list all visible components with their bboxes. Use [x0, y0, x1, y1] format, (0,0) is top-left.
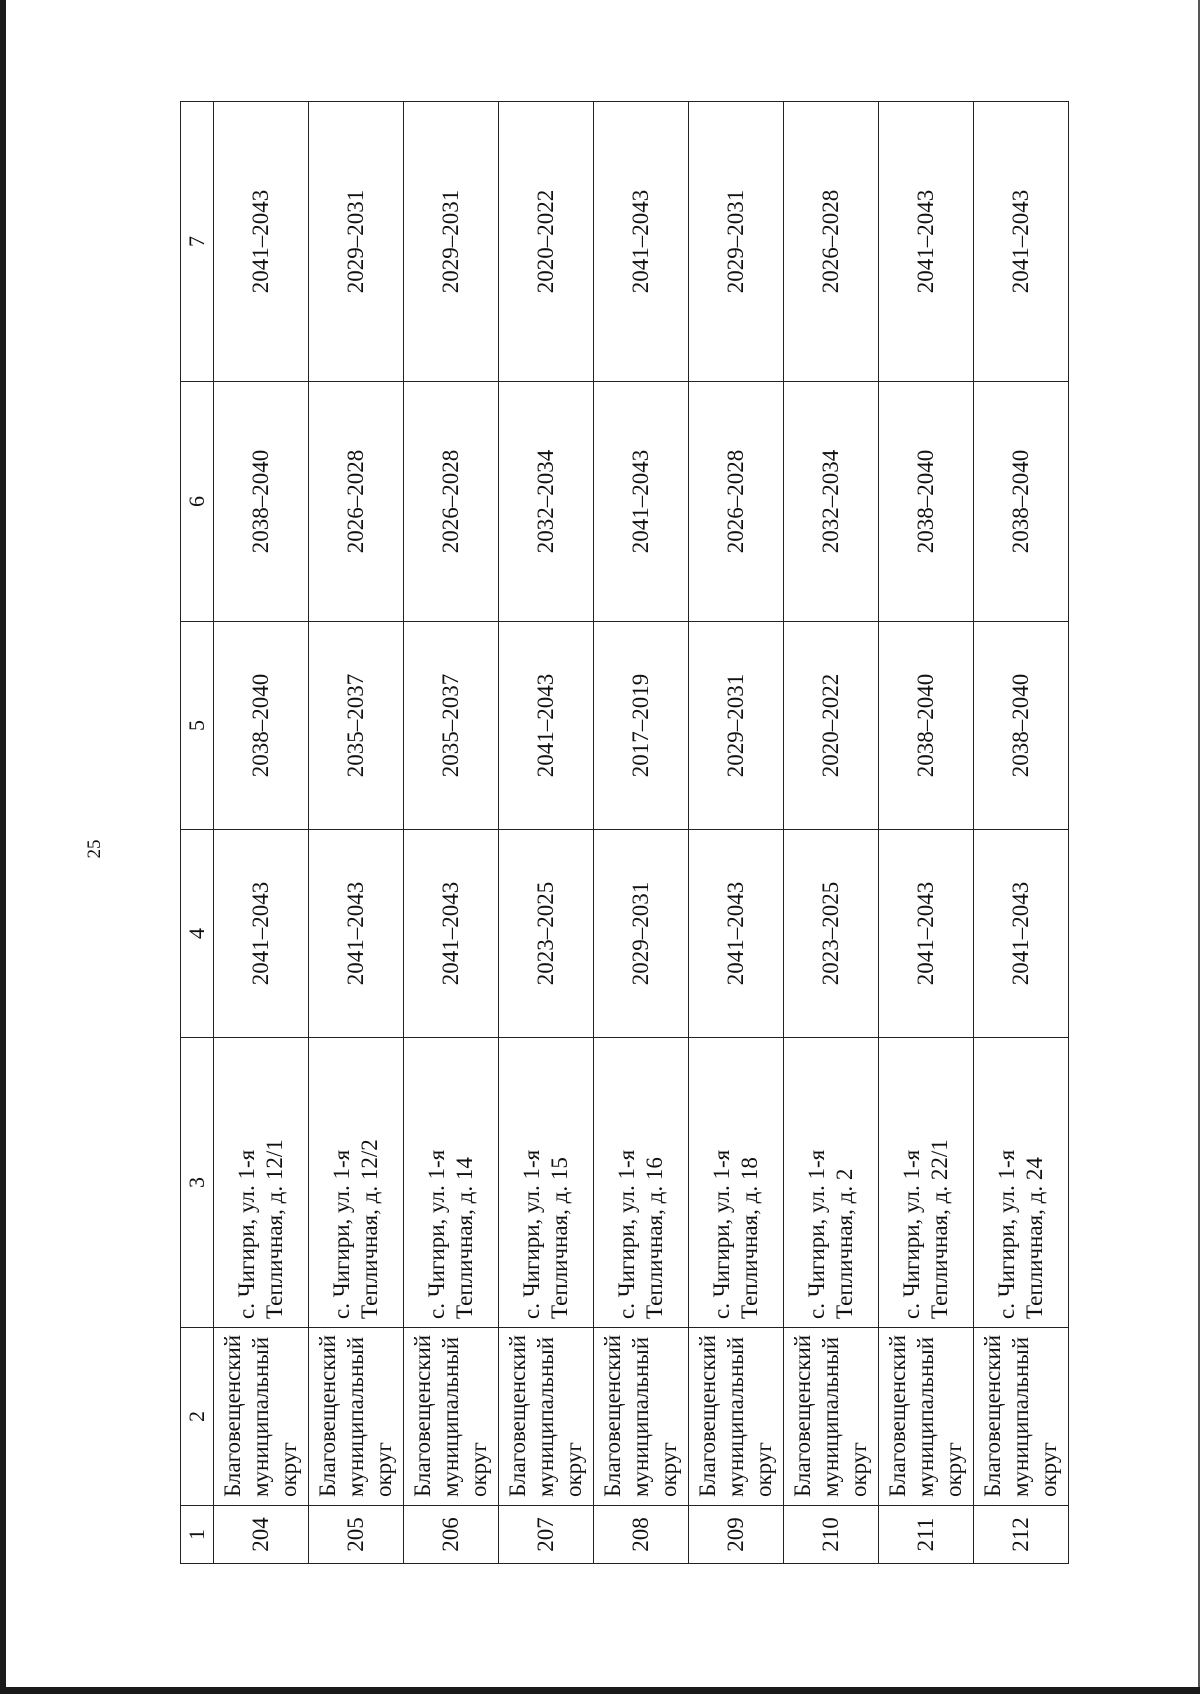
district-cell: Благовещенский муниципальный округ [974, 1328, 1069, 1506]
column-header: 3 [181, 1038, 214, 1328]
period-cell-4: 2041–2043 [309, 830, 404, 1038]
period-cell-7: 2026–2028 [784, 102, 879, 382]
column-header: 5 [181, 622, 214, 830]
district-cell: Благовещенский муниципальный округ [879, 1328, 974, 1506]
district-cell: Благовещенский муниципальный округ [214, 1328, 309, 1506]
address-cell: с. Чигири, ул. 1-я Тепличная, д. 15 [499, 1038, 594, 1328]
period-cell-6: 2041–2043 [594, 382, 689, 622]
period-cell-7: 2041–2043 [879, 102, 974, 382]
period-cell-4: 2041–2043 [404, 830, 499, 1038]
period-cell-4: 2023–2025 [499, 830, 594, 1038]
period-cell-6: 2038–2040 [214, 382, 309, 622]
table-row [689, 102, 784, 1564]
period-cell-5: 2038–2040 [974, 622, 1069, 830]
district-cell: Благовещенский муниципальный округ [784, 1328, 879, 1506]
district-cell: Благовещенский муниципальный округ [404, 1328, 499, 1506]
district-cell: Благовещенский муниципальный округ [689, 1328, 784, 1506]
address-cell: с. Чигири, ул. 1-я Тепличная, д. 18 [689, 1038, 784, 1328]
period-cell-6: 2032–2034 [784, 382, 879, 622]
period-cell-5: 2035–2037 [404, 622, 499, 830]
table-row [214, 102, 309, 1564]
period-cell-6: 2032–2034 [499, 382, 594, 622]
page-number: 25 [84, 839, 105, 859]
period-cell-4: 2041–2043 [214, 830, 309, 1038]
row-number: 208 [594, 1506, 689, 1564]
address-cell: с. Чигири, ул. 1-я Тепличная, д. 12/2 [309, 1038, 404, 1328]
period-cell-4: 2041–2043 [879, 830, 974, 1038]
period-cell-6: 2026–2028 [404, 382, 499, 622]
period-cell-5: 2038–2040 [214, 622, 309, 830]
district-cell: Благовещенский муниципальный округ [309, 1328, 404, 1506]
column-header: 6 [181, 382, 214, 622]
period-cell-5: 2038–2040 [879, 622, 974, 830]
district-cell: Благовещенский муниципальный округ [499, 1328, 594, 1506]
district-cell: Благовещенский муниципальный округ [594, 1328, 689, 1506]
period-cell-7: 2029–2031 [309, 102, 404, 382]
period-cell-5: 2041–2043 [499, 622, 594, 830]
column-header: 7 [181, 102, 214, 382]
row-number: 204 [214, 1506, 309, 1564]
table-row [309, 102, 404, 1564]
address-cell: с. Чигири, ул. 1-я Тепличная, д. 2 [784, 1038, 879, 1328]
row-number: 211 [879, 1506, 974, 1564]
period-cell-7: 2029–2031 [404, 102, 499, 382]
table-body [214, 102, 1069, 1564]
row-number: 212 [974, 1506, 1069, 1564]
column-header: 1 [181, 1506, 214, 1564]
column-header: 2 [181, 1328, 214, 1506]
data-table [180, 101, 1069, 1564]
period-cell-6: 2026–2028 [689, 382, 784, 622]
period-cell-6: 2026–2028 [309, 382, 404, 622]
column-header: 4 [181, 830, 214, 1038]
address-cell: с. Чигири, ул. 1-я Тепличная, д. 16 [594, 1038, 689, 1328]
header-row [181, 102, 214, 1564]
period-cell-4: 2029–2031 [594, 830, 689, 1038]
period-cell-7: 2041–2043 [594, 102, 689, 382]
period-cell-5: 2017–2019 [594, 622, 689, 830]
row-number: 205 [309, 1506, 404, 1564]
period-cell-7: 2041–2043 [974, 102, 1069, 382]
address-cell: с. Чигири, ул. 1-я Тепличная, д. 14 [404, 1038, 499, 1328]
period-cell-4: 2041–2043 [689, 830, 784, 1038]
period-cell-7: 2029–2031 [689, 102, 784, 382]
table-row [784, 102, 879, 1564]
period-cell-4: 2023–2025 [784, 830, 879, 1038]
period-cell-4: 2041–2043 [974, 830, 1069, 1038]
address-cell: с. Чигири, ул. 1-я Тепличная, д. 12/1 [214, 1038, 309, 1328]
table-row [594, 102, 689, 1564]
period-cell-6: 2038–2040 [879, 382, 974, 622]
period-cell-7: 2041–2043 [214, 102, 309, 382]
period-cell-7: 2020–2022 [499, 102, 594, 382]
period-cell-5: 2020–2022 [784, 622, 879, 830]
period-cell-5: 2029–2031 [689, 622, 784, 830]
period-cell-6: 2038–2040 [974, 382, 1069, 622]
address-cell: с. Чигири, ул. 1-я Тепличная, д. 22/1 [879, 1038, 974, 1328]
table-row [499, 102, 594, 1564]
table-row [879, 102, 974, 1564]
table-row [974, 102, 1069, 1564]
address-cell: с. Чигири, ул. 1-я Тепличная, д. 24 [974, 1038, 1069, 1328]
row-number: 207 [499, 1506, 594, 1564]
row-number: 210 [784, 1506, 879, 1564]
table-row [404, 102, 499, 1564]
period-cell-5: 2035–2037 [309, 622, 404, 830]
row-number: 206 [404, 1506, 499, 1564]
row-number: 209 [689, 1506, 784, 1564]
